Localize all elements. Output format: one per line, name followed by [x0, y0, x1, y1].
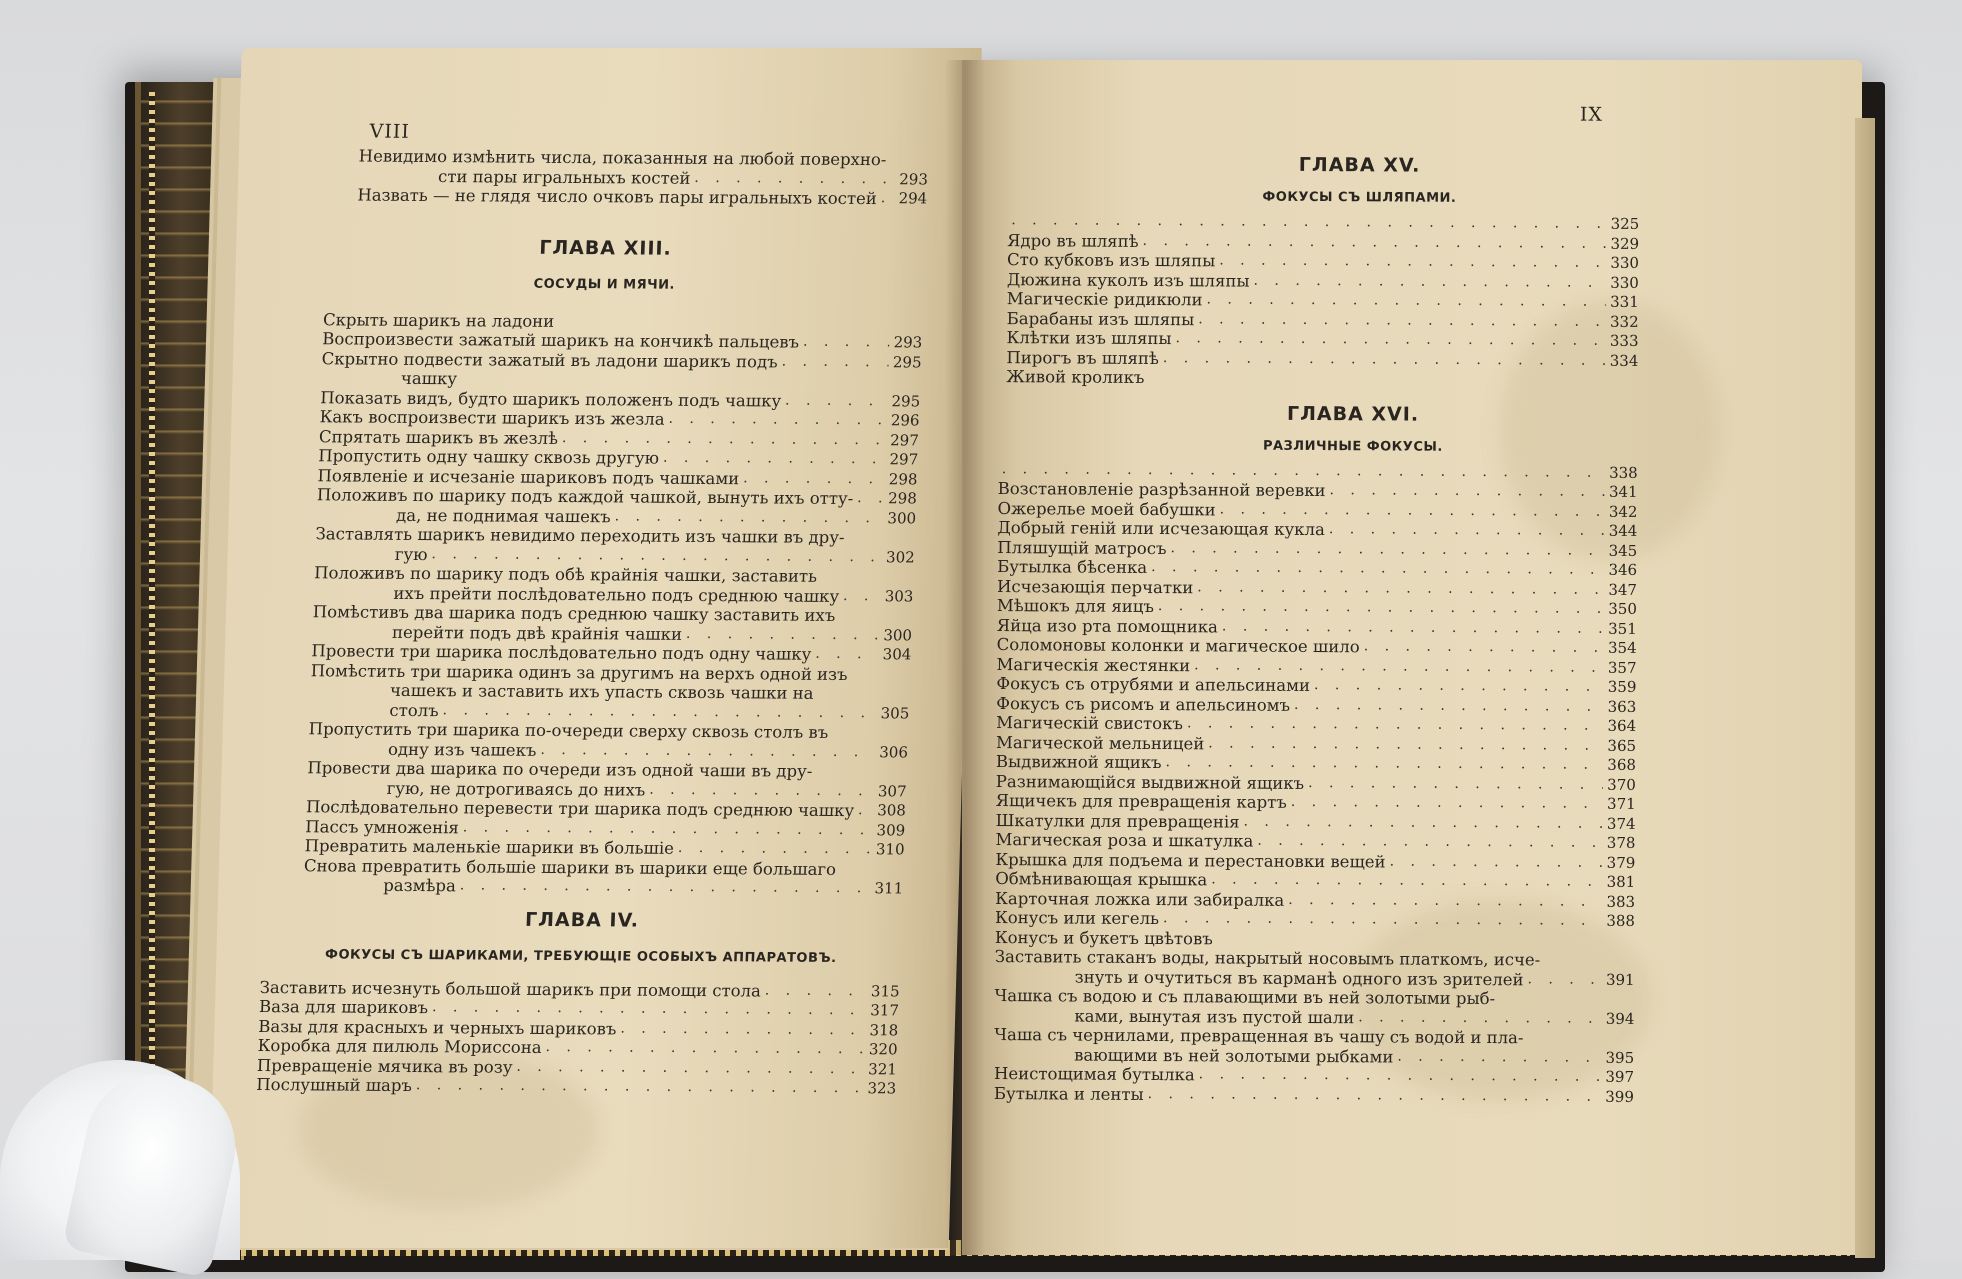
chapter-heading: ГЛАВА IV. [262, 906, 903, 932]
toc-entry-page: 295 [893, 353, 922, 373]
toc-entry-title: Какъ воспроизвести шарикъ изъ жезла [319, 407, 665, 429]
toc-entry-page: 383 [1606, 892, 1635, 912]
dot-leader [765, 981, 868, 1001]
toc-entry-title: перейти подъ двѣ крайнія чашки [392, 622, 683, 644]
toc-list-continued [357, 146, 929, 208]
dot-leader [1187, 714, 1604, 736]
dot-leader [1390, 852, 1603, 873]
dot-leader [1397, 1047, 1601, 1068]
toc-entry-title: Скрытно подвести зажатый въ ладони шарикъ подъ [321, 349, 778, 372]
dot-leader [516, 1057, 864, 1079]
toc-entry-page: 359 [1608, 678, 1637, 698]
dot-leader [1329, 481, 1605, 502]
toc-entry-page: 388 [1606, 912, 1635, 932]
toc-entry-title: чашекъ и заставить ихъ упасть сквозь чашки на [390, 681, 814, 703]
dot-leader [620, 1019, 866, 1040]
dot-leader [1211, 870, 1602, 892]
toc-entry-page: 399 [1605, 1087, 1634, 1107]
toc-entry-title: Появленіе и исчезаніе шариковъ подъ чашками [317, 466, 739, 488]
dot-leader [540, 740, 876, 762]
toc-entry-page: 363 [1608, 697, 1637, 717]
toc-entry-page: 307 [878, 782, 907, 802]
chapter-subtitle: РАЗЛИЧНЫЕ ФОКУСЫ. [988, 436, 1638, 455]
dot-leader [1194, 656, 1604, 678]
toc-entry-title: вающими въ ней золотыми рыбками [1074, 1045, 1393, 1066]
page-number: VIII [369, 121, 930, 147]
page-number: IX [1580, 104, 1603, 126]
dot-leader [880, 189, 894, 209]
toc-entry-page: 315 [871, 982, 900, 1002]
toc-list [1006, 211, 1639, 390]
toc-entry-title: Воспроизвести зажатый шарикъ на кончикѣ пальцевъ [322, 329, 799, 352]
toc-entry-title: Барабаны изъ шляпы [1007, 309, 1195, 330]
toc-entry-page: 293 [899, 170, 928, 190]
toc-entry-page: 357 [1608, 658, 1637, 678]
dot-leader [694, 168, 896, 189]
dot-leader [1199, 1065, 1602, 1087]
toc-entry-title: Провести три шарика послѣдовательно подъ одну чашку [311, 641, 812, 664]
toc-entry-page: 364 [1607, 717, 1636, 737]
dot-leader [663, 449, 886, 470]
toc-entry-page: 318 [869, 1021, 898, 1041]
dot-leader [1175, 329, 1605, 351]
toc-list [994, 460, 1638, 1107]
toc-entry-page: 300 [883, 626, 912, 646]
toc-entry-title: Коробка для пилюль Мориссона [257, 1036, 542, 1057]
toc-list [256, 977, 900, 1098]
toc-entry-title: Крышка для подъема и перестановки вещей [995, 850, 1385, 872]
toc-entry-page: 333 [1610, 332, 1639, 352]
toc-entry-page: 296 [891, 411, 920, 431]
toc-entry-title: Яйца изо рта помощника [997, 616, 1218, 637]
dot-leader [1163, 349, 1606, 371]
toc-entry-page: 325 [1611, 215, 1640, 235]
dot-leader [1197, 578, 1604, 600]
toc-entry-title: Ящичекъ для превращенія картъ [996, 791, 1287, 812]
toc-entry-page: 303 [884, 587, 913, 607]
toc-entry-title: Невидимо измѣнить числа, показанныя на любой поверхно- [358, 146, 886, 169]
toc-entry-page: 370 [1607, 775, 1636, 795]
right-page-edge [1855, 118, 1875, 1258]
toc-entry-title: Ожерелье моей бабушки [997, 499, 1215, 520]
toc-entry-page: 351 [1608, 619, 1637, 639]
toc-entry-title: Снова превратить большіе шарики въ шарики еще большаго [304, 856, 837, 879]
toc-entry-title: гую [395, 544, 428, 564]
toc-entry-page: 309 [876, 821, 905, 841]
dot-leader [743, 469, 885, 489]
toc-entry-title: Дюжина куколъ изъ шляпы [1007, 270, 1250, 291]
dot-leader [1243, 812, 1603, 834]
toc-entry-page: 379 [1607, 853, 1636, 873]
dot-leader [1527, 970, 1602, 990]
toc-entry-title: Шкатулки для превращенія [996, 811, 1240, 832]
toc-entry-title: одну изъ чашекъ [388, 739, 537, 760]
toc-entry-page: 347 [1608, 580, 1637, 600]
toc-entry-title: Соломоновы колонки и магическое шило [997, 635, 1360, 657]
toc-entry-page: 374 [1607, 814, 1636, 834]
dot-leader [1253, 271, 1606, 293]
toc-entry-title: Пропустить три шарика по-очереди сверху сквозь столъ въ [308, 719, 828, 742]
toc-entry-page: 306 [879, 743, 908, 763]
dot-leader [1364, 637, 1604, 658]
book-gutter [945, 60, 985, 1255]
toc-entry-title: Конусъ или кегель [995, 908, 1159, 929]
toc-entry-page: 331 [1610, 293, 1639, 313]
toc-entry-title: Заставить стаканъ воды, накрытый носовымъ платкомъ, исче- [995, 947, 1541, 970]
toc-entry-page: 350 [1608, 600, 1637, 620]
toc-entry [303, 875, 904, 899]
toc-entry-page: 330 [1610, 254, 1639, 274]
toc-entry-page: 298 [888, 470, 917, 490]
toc-entry-title: Исчезающія перчатки [997, 577, 1193, 598]
toc-entry-title: Послѣдовательно перевести три шарика подъ среднюю чашку [306, 797, 855, 820]
toc-entry-page: 329 [1610, 234, 1639, 254]
toc-entry-page: 293 [893, 333, 922, 353]
toc-entry-title: Помѣстить три шарика одинъ за другимъ на верхъ одной изъ [310, 661, 848, 684]
dot-leader [1222, 617, 1604, 639]
toc-entry [357, 185, 928, 208]
dot-leader [1314, 676, 1604, 697]
toc-entry-title: гую, не дотрогиваясь до нихъ [386, 778, 645, 799]
dot-leader [460, 876, 871, 898]
toc-entry-page: 304 [882, 645, 911, 665]
toc-entry-page: 323 [867, 1079, 896, 1099]
dot-leader [1288, 890, 1602, 911]
dot-leader [1158, 597, 1604, 619]
left-page-text [256, 120, 930, 1099]
toc-entry-title: чашку [401, 369, 458, 389]
toc-entry-page: 295 [891, 392, 920, 412]
toc-entry-title: Пирогъ въ шляпѣ [1006, 348, 1159, 368]
toc-entry-title: Живой кроликъ [1006, 367, 1144, 387]
toc-entry-page: 381 [1607, 873, 1636, 893]
dot-leader [857, 489, 885, 509]
toc-entry-title: ихъ прейти послѣдовательно подъ среднюю чашку [393, 583, 839, 606]
toc-entry-title: Ядро въ шляпѣ [1007, 231, 1139, 251]
dot-leader [785, 391, 888, 411]
toc-entry-title: Неистощимая бутылка [994, 1064, 1195, 1085]
toc-entry-page: 391 [1606, 970, 1635, 990]
toc-entry-title: Ваза для шариковъ [259, 997, 429, 1018]
dot-leader [1208, 734, 1603, 756]
toc-entry-page: 341 [1609, 483, 1638, 503]
toc-entry-title: Показать видъ, будто шарикъ положенъ подъ чашку [320, 388, 782, 411]
toc-entry-title: Спрятать шарикъ въ жезлѣ [319, 427, 559, 448]
chapter-subtitle: ФОКУСЫ СЪ ШЛЯПАМИ. [989, 188, 1639, 207]
toc-entry-page: 302 [886, 548, 915, 568]
toc-entry-title: ками, вынутая изъ пустой шали [1074, 1006, 1354, 1027]
toc-entry-title: Карточная ложка или забиралка [995, 889, 1284, 910]
toc-entry-title: Мѣшокъ для яицъ [997, 596, 1154, 616]
dot-leader [1148, 1084, 1602, 1106]
toc-entry-page: 321 [868, 1060, 897, 1080]
toc-entry-page: 298 [888, 489, 917, 509]
toc-entry-title: Выдвижной ящикъ [996, 752, 1162, 773]
dot-leader [1220, 500, 1605, 522]
dot-leader [1198, 310, 1606, 332]
toc-entry-title: Пляшущій матросъ [997, 538, 1166, 559]
toc-entry-title: Назвать — не глядя число очковъ пары игральныхъ костей [357, 185, 877, 208]
toc-entry-title: Чашка съ водою и съ плавающими въ ней золотыми рыб- [994, 986, 1495, 1009]
dot-leader [815, 645, 879, 665]
dot-leader [1294, 695, 1604, 716]
toc-entry-title: Помѣстивъ два шарика подъ среднюю чашку заставить ихъ [312, 602, 835, 625]
toc-entry-page: 395 [1605, 1048, 1634, 1068]
toc-entry-title: Положивъ по шарику подъ каждой чашкой, вынуть ихъ отту- [317, 485, 854, 508]
toc-entry-page: 346 [1608, 561, 1637, 581]
toc-entry-title: Пассъ умноженія [305, 817, 459, 838]
toc-entry-page: 338 [1609, 463, 1638, 483]
toc-entry-title: Вазы для красныхъ и черныхъ шариковъ [258, 1016, 617, 1038]
toc-entry-title: Превращеніе мячика въ розу [257, 1055, 513, 1076]
dot-leader [1170, 539, 1604, 561]
dot-leader [1219, 251, 1606, 273]
toc-entry-title: сти пары игральныхъ костей [438, 167, 691, 188]
dot-leader [1291, 793, 1603, 814]
toc-list [303, 310, 923, 899]
toc-entry-page: 397 [1605, 1068, 1634, 1088]
dot-leader [1257, 832, 1603, 854]
dot-leader [1166, 753, 1604, 775]
chapter-heading: ГЛАВА XIII. [285, 234, 926, 260]
toc-entry-title: Бутылка бѣсенка [997, 557, 1147, 577]
toc-entry-title: Фокусъ съ рисомъ и апельсиномъ [996, 694, 1290, 715]
toc-entry-page: 371 [1607, 795, 1636, 815]
chapter-heading: ГЛАВА XV. [990, 152, 1640, 178]
toc-entry-page: 320 [869, 1040, 898, 1060]
dot-leader [545, 1038, 865, 1060]
dot-leader [803, 333, 890, 353]
toc-entry-title: Возстановленіе разрѣзанной веревки [998, 479, 1326, 501]
toc-entry-title: Фокусъ съ отрубями и апельсинами [996, 674, 1310, 695]
toc-entry-title: да, не поднимая чашекъ [396, 505, 611, 526]
dot-leader [686, 624, 880, 645]
toc-entry-page: 342 [1609, 502, 1638, 522]
toc-entry-title: Провести два шарика по очереди изъ одной чаши въ дру- [307, 758, 813, 781]
toc-entry-title: Чаша съ чернилами, превращенная въ чашу съ водой и пла- [994, 1025, 1523, 1048]
toc-entry-title: Клѣтки изъ шляпы [1006, 328, 1171, 349]
dot-leader [1163, 909, 1602, 931]
toc-entry-page: 317 [870, 1001, 899, 1021]
dot-leader [781, 352, 889, 372]
toc-entry-title: Разнимающійся выдвижной ящикъ [996, 772, 1304, 793]
dot-leader [678, 839, 873, 860]
dot-leader [416, 1076, 864, 1099]
toc-entry [994, 1084, 1634, 1107]
dot-leader [843, 586, 881, 606]
right-page-text [984, 100, 1640, 1107]
toc-entry-page: 297 [890, 431, 919, 451]
dot-leader [562, 428, 887, 450]
toc-entry-page: 334 [1610, 351, 1639, 371]
toc-entry-page: 294 [898, 189, 927, 209]
chapter-subtitle: СОСУДЫ И МЯЧИ. [284, 274, 924, 293]
dot-leader [858, 801, 874, 821]
toc-entry-page: 305 [880, 704, 909, 724]
toc-entry-title: Скрыть шарикъ на ладони [323, 310, 555, 331]
toc-entry-page: 378 [1607, 834, 1636, 854]
toc-entry-title: Бутылка и ленты [994, 1084, 1144, 1104]
toc-entry-title: Добрый геній или исчезающая кукла [997, 518, 1325, 540]
dot-leader [1308, 773, 1603, 794]
toc-entry-title: Положивъ по шарику подъ обѣ крайнія чашки, заставить [314, 563, 818, 586]
dot-leader [668, 410, 887, 431]
toc-entry-page: 394 [1606, 1009, 1635, 1029]
toc-entry-title: Пропустить одну чашку сквозь другую [318, 446, 659, 468]
toc-entry-title: Превратить маленькіе шарики въ большіе [304, 836, 674, 858]
toc-entry-page: 354 [1608, 639, 1637, 659]
toc-entry-title: Магическая роза и шкатулка [995, 830, 1253, 851]
toc-entry-page: 345 [1609, 541, 1638, 561]
toc-entry-title: Магическій свистокъ [996, 713, 1183, 734]
toc-entry-page: 332 [1610, 312, 1639, 332]
toc-entry-page: 297 [889, 450, 918, 470]
toc-entry-title: Магическіе ридикюли [1007, 289, 1203, 310]
toc-entry-title: Магическія жестянки [996, 655, 1190, 676]
toc-entry-title: Обмѣнивающая крышка [995, 869, 1207, 890]
toc-entry-title: Заставить исчезнуть большой шарикъ при помощи стола [259, 977, 761, 1000]
toc-entry-page: 308 [877, 801, 906, 821]
toc-entry-page: 330 [1610, 273, 1639, 293]
toc-entry-page: 344 [1609, 522, 1638, 542]
toc-entry-title: Сто кубковъ изъ шляпы [1007, 250, 1215, 271]
toc-entry-page: 311 [874, 879, 903, 899]
dot-leader [614, 507, 883, 528]
toc-entry-title: Заставлять шарикъ невидимо переходить изъ чашки въ дру- [315, 524, 845, 547]
toc-entry-title: Магической мельницей [996, 733, 1204, 754]
toc-entry-title: Послушный шаръ [256, 1075, 412, 1096]
toc-entry-page: 368 [1607, 756, 1636, 776]
dot-leader [1329, 520, 1605, 541]
chapter-subtitle: ФОКУСЫ СЪ ШАРИКАМИ, ТРЕБУЮЩІЕ ОСОБЫХЪ АППАРАТОВЪ. [261, 946, 901, 965]
toc-entry-title: знуть и очутиться въ карманѣ одного изъ зрителей [1075, 967, 1524, 989]
toc-entry-title: размѣра [383, 876, 456, 896]
toc-entry [1006, 367, 1638, 390]
toc-entry-title: столъ [389, 700, 439, 720]
dot-leader [1358, 1008, 1602, 1029]
toc-entry-page: 365 [1607, 736, 1636, 756]
toc-entry-page: 300 [887, 509, 916, 529]
dot-leader [649, 780, 874, 801]
toc-entry-title: Конусъ и букетъ цвѣтовъ [995, 928, 1213, 949]
chapter-heading: ГЛАВА XVI. [988, 400, 1638, 426]
toc-entry-page: 310 [876, 840, 905, 860]
dot-leader [1206, 290, 1606, 312]
